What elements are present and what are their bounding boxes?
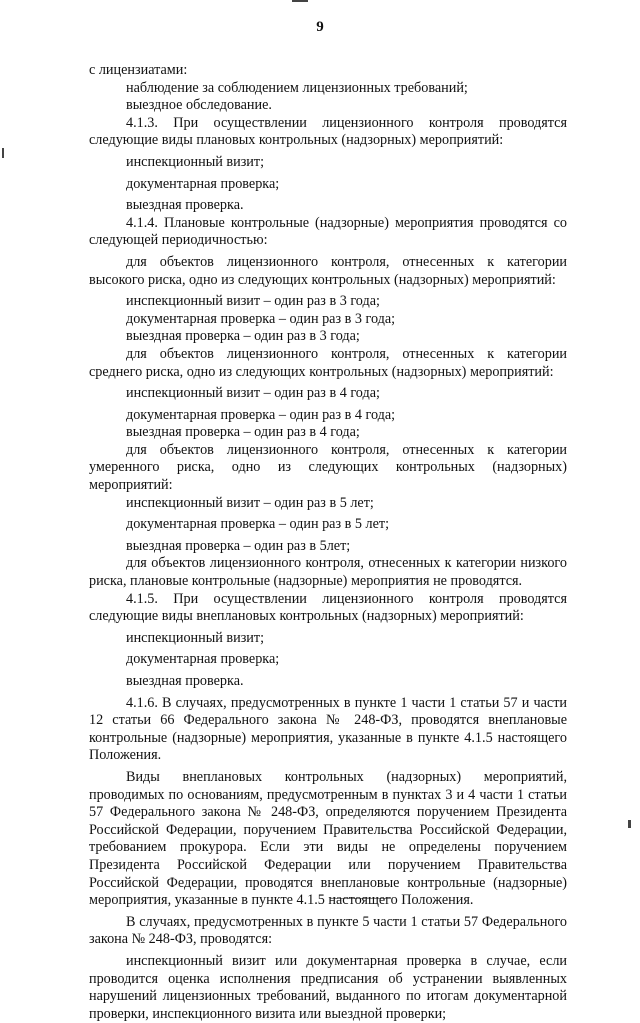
list-item: наблюдение за соблюдением лицензионных требований; xyxy=(126,79,468,96)
paragraph-4-1-6: 4.1.6. В случаях, предусмотренных в пункте 1 части 1 статьи 57 и части 12 статьи 66 Федерального закона № 248-ФЗ, проводятся внеплановые контрольные (надзорные) мероприятия, указанные в пункте 4.1.5 настоящего Положения. xyxy=(89,694,567,764)
list-item: документарная проверка – один раз в 3 года; xyxy=(126,310,396,327)
scan-artifact-left xyxy=(2,148,4,158)
list-item: документарная проверка – один раз в 4 года; xyxy=(126,406,396,423)
list-item: инспекционный визит; xyxy=(126,153,265,170)
scan-artifact-top xyxy=(292,0,308,2)
paragraph-low-risk: для объектов лицензионного контроля, отнесенных к категории низкого риска, плановые контрольные (надзорные) мероприятия не проводятся. xyxy=(89,555,567,590)
list-item: выездная проверка – один раз в 4 года; xyxy=(126,424,360,441)
page-number: 9 xyxy=(316,19,324,35)
paragraph-medium-risk: для объектов лицензионного контроля, отнесенных к категории среднего риска, одно из следующих контрольных (надзорных) мероприятий: xyxy=(89,345,567,380)
list-item: документарная проверка; xyxy=(126,175,280,192)
text-line: с лицензиатами: xyxy=(89,62,188,78)
scan-artifact-right xyxy=(628,820,631,828)
list-item: документарная проверка; xyxy=(126,651,280,668)
list-item: выездная проверка. xyxy=(126,673,244,689)
list-item: выездное обследование. xyxy=(126,97,272,114)
paragraph-moderate-risk: для объектов лицензионного контроля, отнесенных к категории умеренного риска, одно из следующих контрольных (надзорных) мероприятий: xyxy=(89,441,567,494)
paragraph-point-5-cases: В случаях, предусмотренных в пункте 5 части 1 статьи 57 Федерального закона № 248-ФЗ, проводятся: xyxy=(89,913,567,948)
list-item: инспекционный визит – один раз в 5 лет; xyxy=(126,494,374,511)
list-item: выездная проверка. xyxy=(126,197,244,214)
list-item: выездная проверка – один раз в 3 года; xyxy=(126,328,360,345)
paragraph-4-1-5: 4.1.5. При осуществлении лицензионного контроля проводятся следующие виды внеплановых контрольных (надзорных) мероприятий: xyxy=(89,590,567,625)
paragraph-4-1-4: 4.1.4. Плановые контрольные (надзорные) мероприятия проводятся со следующей периодичностью: xyxy=(89,214,567,249)
paragraph-unscheduled-types: Виды внеплановых контрольных (надзорных) мероприятий, проводимых по основаниям, предусмотренным в пунктах 3 и 4 части 1 статьи 57 Федерального закона № 248-ФЗ, определяются поручением Президента Российской Федерации, поручением Правительства Российской Федерации, требованием прокурора. Если эти виды не определены поручением Президента Российской Федерации или поручением Правительства Российской Федерации, проводятся внеплановые контрольные (надзорные) мероприятия, указанные в пункте 4.1.5 настоящего Положения. xyxy=(89,768,567,909)
document-body xyxy=(89,62,567,1023)
list-item: инспекционный визит – один раз в 4 года; xyxy=(126,385,380,402)
list-item: инспекционный визит; xyxy=(126,629,265,646)
paragraph-high-risk: для объектов лицензионного контроля, отнесенных к категории высокого риска, одно из следующих контрольных (надзорных) мероприятий: xyxy=(89,253,567,288)
paragraph-4-1-3: 4.1.3. При осуществлении лицензионного контроля проводятся следующие виды плановых контрольных (надзорных) мероприятий: xyxy=(89,114,567,149)
list-item: выездная проверка – один раз в 5лет; xyxy=(126,537,351,554)
list-item: инспекционный визит – один раз в 3 года; xyxy=(126,293,380,310)
paragraph-inspection-visit: инспекционный визит или документарная проверка в случае, если проводится оценка исполнения предписания об устранении выявленных нарушений лицензионных требований, выданного по итогам документарной проверки, инспекционного визита или выездной проверки; xyxy=(89,952,567,1022)
list-item: документарная проверка – один раз в 5 лет; xyxy=(126,516,390,533)
